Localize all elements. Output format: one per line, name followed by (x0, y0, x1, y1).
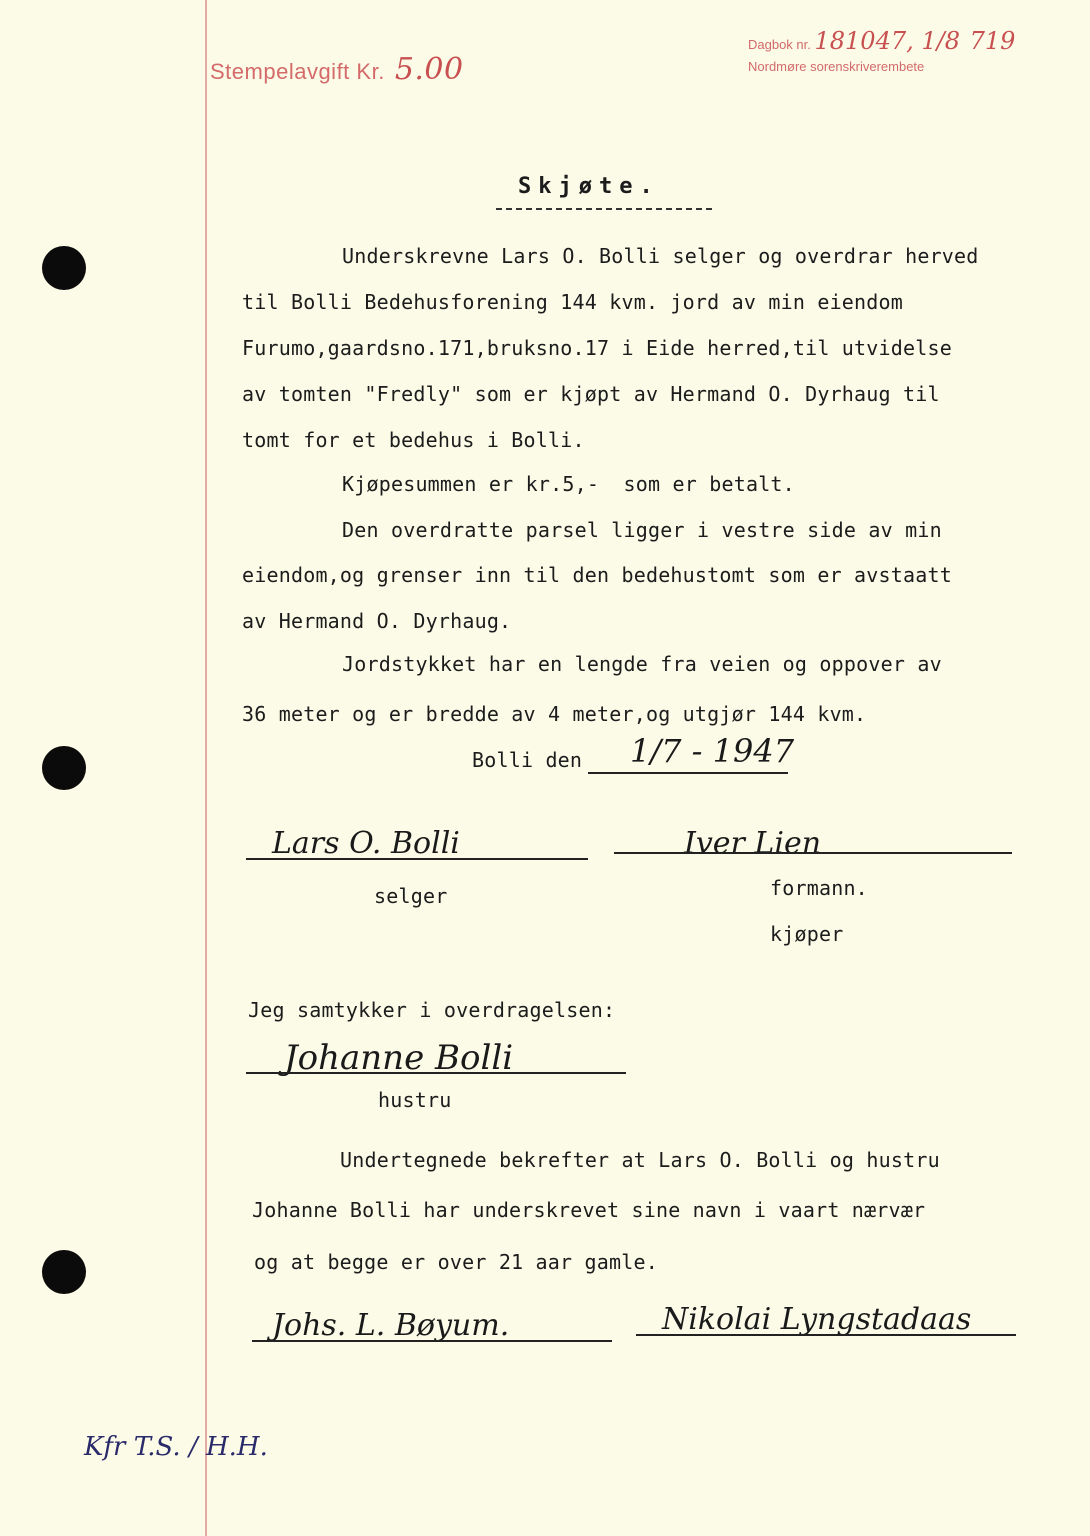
wife-label: hustru (378, 1088, 452, 1112)
seller-label: selger (374, 884, 448, 908)
witness1-signature: Johs. L. Bøyum. (272, 1308, 510, 1343)
stamp-fee-amount: 5.00 (394, 52, 464, 87)
witness-line: Undertegnede bekrefter at Lars O. Bolli og hustru (340, 1148, 940, 1172)
seller-signature: Lars O. Bolli (272, 826, 460, 861)
margin-line (205, 0, 207, 1536)
buyer-label: kjøper (770, 922, 844, 946)
document-title: Skjøte. (518, 174, 660, 199)
margin-note: Kfr T.S. / H.H. (84, 1432, 268, 1462)
body-line: av tomten "Fredly" som er kjøpt av Hermand O. Dyrhaug til (242, 382, 940, 406)
consent-text: Jeg samtykker i overdragelsen: (248, 998, 616, 1022)
title-underline (496, 208, 712, 210)
witness2-signature: Nikolai Lyngstadaas (662, 1302, 972, 1337)
buyer-role: formann. (770, 876, 868, 900)
body-line: Den overdratte parsel ligger i vestre side av min (342, 518, 942, 542)
buyer-signature: Iver Lien (684, 826, 822, 861)
body-line: til Bolli Bedehusforening 144 kvm. jord av min eiendom (242, 290, 904, 314)
punch-hole (42, 746, 86, 790)
body-line: Jordstykket har en lengde fra veien og oppover av (342, 652, 942, 676)
page-number: 719 (969, 27, 1016, 55)
body-line: 36 meter og er bredde av 4 meter,og utgjør 144 kvm. (242, 702, 867, 726)
witness-line: Johanne Bolli har underskrevet sine navn i vaart nærvær (252, 1198, 926, 1222)
buyer-signature-line (614, 852, 1012, 854)
date-line (588, 772, 788, 774)
place-date-label: Bolli den (472, 748, 583, 772)
dagbok-number: 1810 (814, 27, 876, 55)
stamp-dagbok (748, 27, 1016, 78)
witness2-signature-line (636, 1334, 1016, 1336)
body-line: tomt for et bedehus i Bolli. (242, 428, 585, 452)
body-line: eiendom,og grenser inn til den bedehustomt som er avstaatt (242, 563, 952, 587)
body-line: Furumo,gaardsno.171,bruksno.17 i Eide herred,til utvidelse (242, 336, 952, 360)
body-line: Kjøpesummen er kr.5,- som er betalt. (342, 472, 795, 496)
wife-signature: Johanne Bolli (284, 1038, 514, 1078)
dagbok-label: Dagbok nr. (748, 37, 811, 52)
punch-hole (42, 1250, 86, 1294)
office-name: Nordmøre sorenskriverembete (748, 59, 925, 74)
stamp-fee (210, 52, 464, 87)
witness-line: og at begge er over 21 aar gamle. (254, 1250, 658, 1274)
handwritten-date: 1/7 - 1947 (630, 732, 795, 770)
witness1-signature-line (252, 1340, 612, 1342)
seller-signature-line (246, 858, 588, 860)
wife-signature-line (246, 1072, 626, 1074)
dagbok-suffix: 47, 1/8 (875, 27, 960, 55)
stamp-fee-label: Stempelavgift Kr. (210, 59, 385, 84)
body-line: av Hermand O. Dyrhaug. (242, 609, 512, 633)
punch-hole (42, 246, 86, 290)
body-line: Underskrevne Lars O. Bolli selger og overdrar herved (342, 244, 979, 268)
